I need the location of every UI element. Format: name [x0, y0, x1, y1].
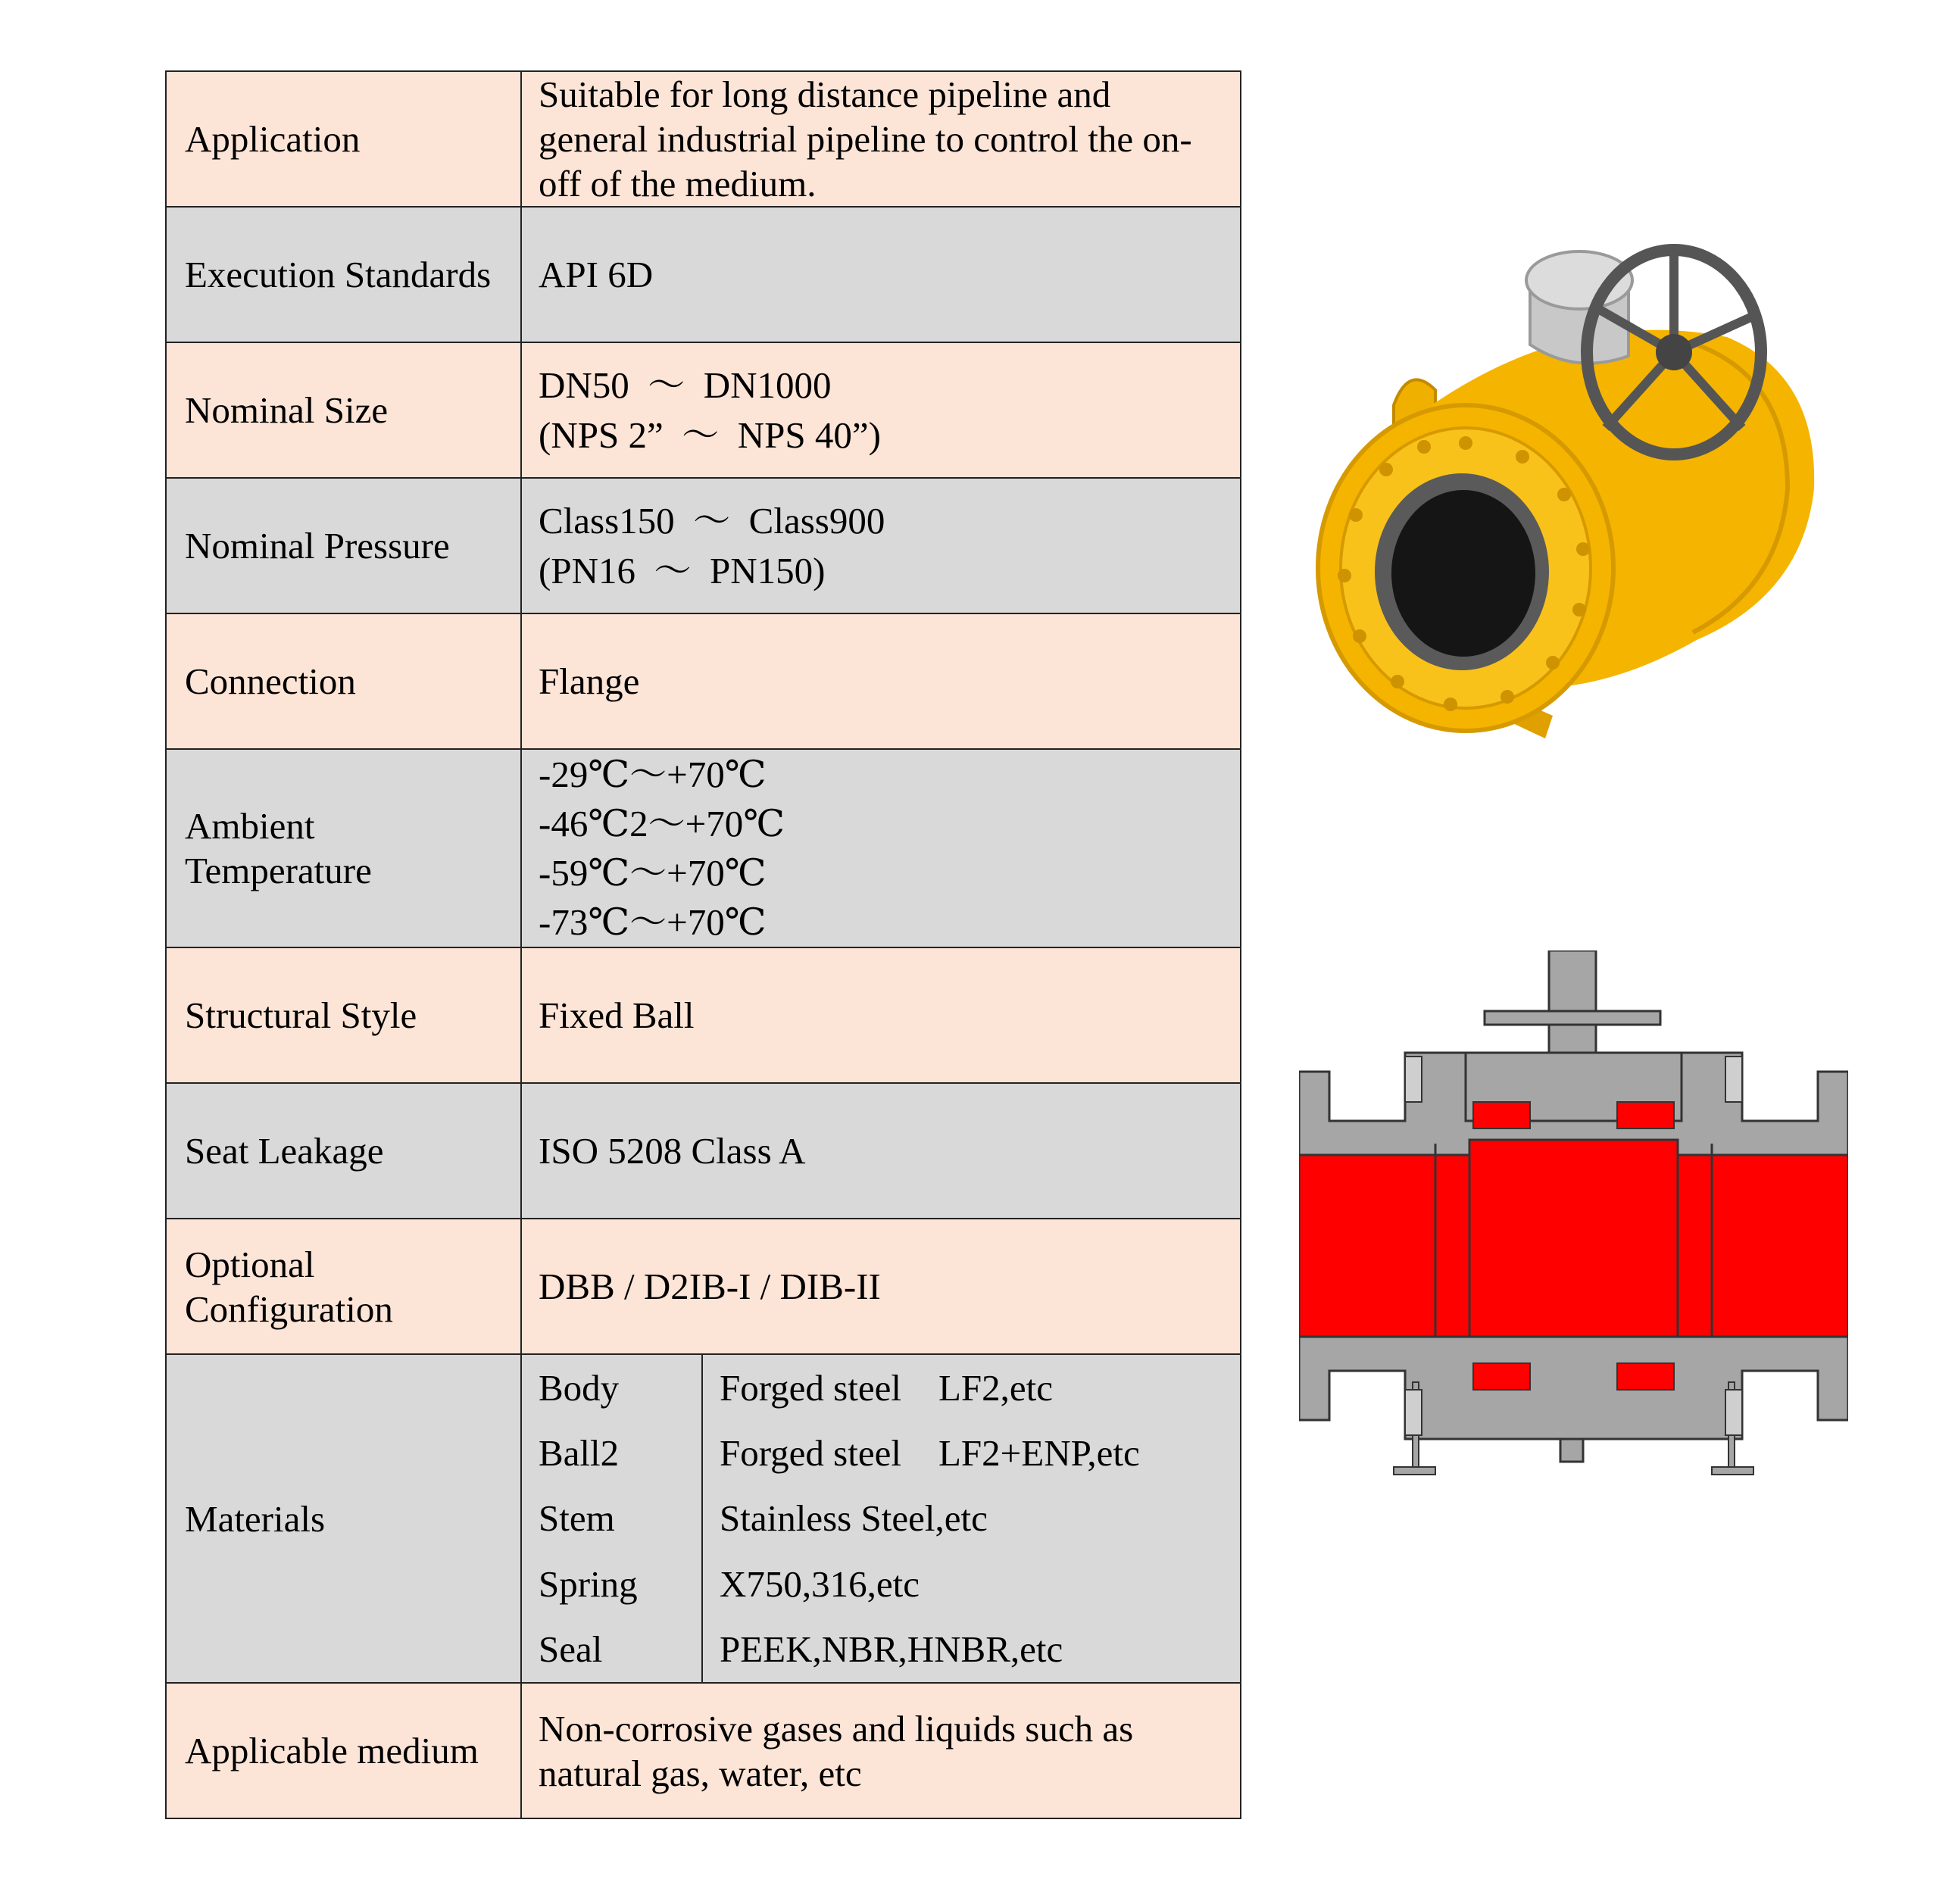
material-part: Ball2 [522, 1420, 702, 1485]
row-value: Non-corrosive gases and liquids such as natural gas, water, etc [521, 1683, 1241, 1818]
spec-table [165, 70, 1241, 1819]
material-row-seal [522, 1617, 1240, 1682]
row-applicable-medium [166, 1683, 1241, 1818]
row-label: Ambient Temperature [166, 749, 521, 947]
row-label: Application [166, 71, 521, 207]
row-value: DN50 ～ DN1000 (NPS 2” ～ NPS 40”) [521, 342, 1241, 478]
row-nominal-size [166, 342, 1241, 478]
row-label: Nominal Size [166, 342, 521, 478]
row-value: Class150 ～ Class900 (PN16 ～ PN150) [521, 478, 1241, 613]
row-label: Materials [166, 1354, 521, 1683]
material-part: Seal [522, 1617, 702, 1682]
row-value: API 6D [521, 207, 1241, 342]
row-ambient-temperature [166, 749, 1241, 947]
materials-subtable [522, 1355, 1240, 1682]
material-value: Forged steel LF2,etc [720, 1366, 1054, 1409]
row-value: -29℃～+70℃ -46℃2～+70℃ -59℃～+70℃ -73℃～+70℃ [521, 749, 1241, 947]
row-value: DBB / D2IB-I / DIB-II [521, 1219, 1241, 1354]
ball-valve-illustration [1303, 216, 1833, 761]
material-value: Forged steel LF2+ENP,etc [720, 1432, 1140, 1475]
material-row-ball [522, 1420, 1240, 1485]
row-value: Fixed Ball [521, 947, 1241, 1083]
row-value: Suitable for long distance pipeline and general industrial pipeline to control the on- off of the medium. [521, 71, 1241, 207]
material-value: X750,316,etc [720, 1562, 920, 1605]
row-value: ISO 5208 Class A [521, 1083, 1241, 1219]
material-row-stem [522, 1486, 1240, 1551]
row-execution-standards [166, 207, 1241, 342]
row-nominal-pressure [166, 478, 1241, 613]
material-part: Body [522, 1355, 702, 1420]
material-row-spring [522, 1551, 1240, 1616]
row-materials [166, 1354, 1241, 1683]
row-label: Execution Standards [166, 207, 521, 342]
material-value: Stainless Steel,etc [720, 1497, 988, 1540]
row-label: Connection [166, 613, 521, 749]
material-part: Stem [522, 1486, 702, 1551]
row-label: Structural Style [166, 947, 521, 1083]
row-label: Seat Leakage [166, 1083, 521, 1219]
material-value: PEEK,NBR,HNBR,etc [720, 1628, 1063, 1671]
valve-cross-section-diagram [1299, 950, 1848, 1481]
row-application [166, 71, 1241, 207]
row-optional-configuration [166, 1219, 1241, 1354]
material-part: Spring [522, 1551, 702, 1616]
material-row-body [522, 1355, 1240, 1420]
row-seat-leakage [166, 1083, 1241, 1219]
row-label: Nominal Pressure [166, 478, 521, 613]
materials-subtable-cell [521, 1354, 1241, 1683]
row-connection [166, 613, 1241, 749]
row-label: Optional Configuration [166, 1219, 521, 1354]
row-value: Flange [521, 613, 1241, 749]
row-structural-style [166, 947, 1241, 1083]
row-label: Applicable medium [166, 1683, 521, 1818]
